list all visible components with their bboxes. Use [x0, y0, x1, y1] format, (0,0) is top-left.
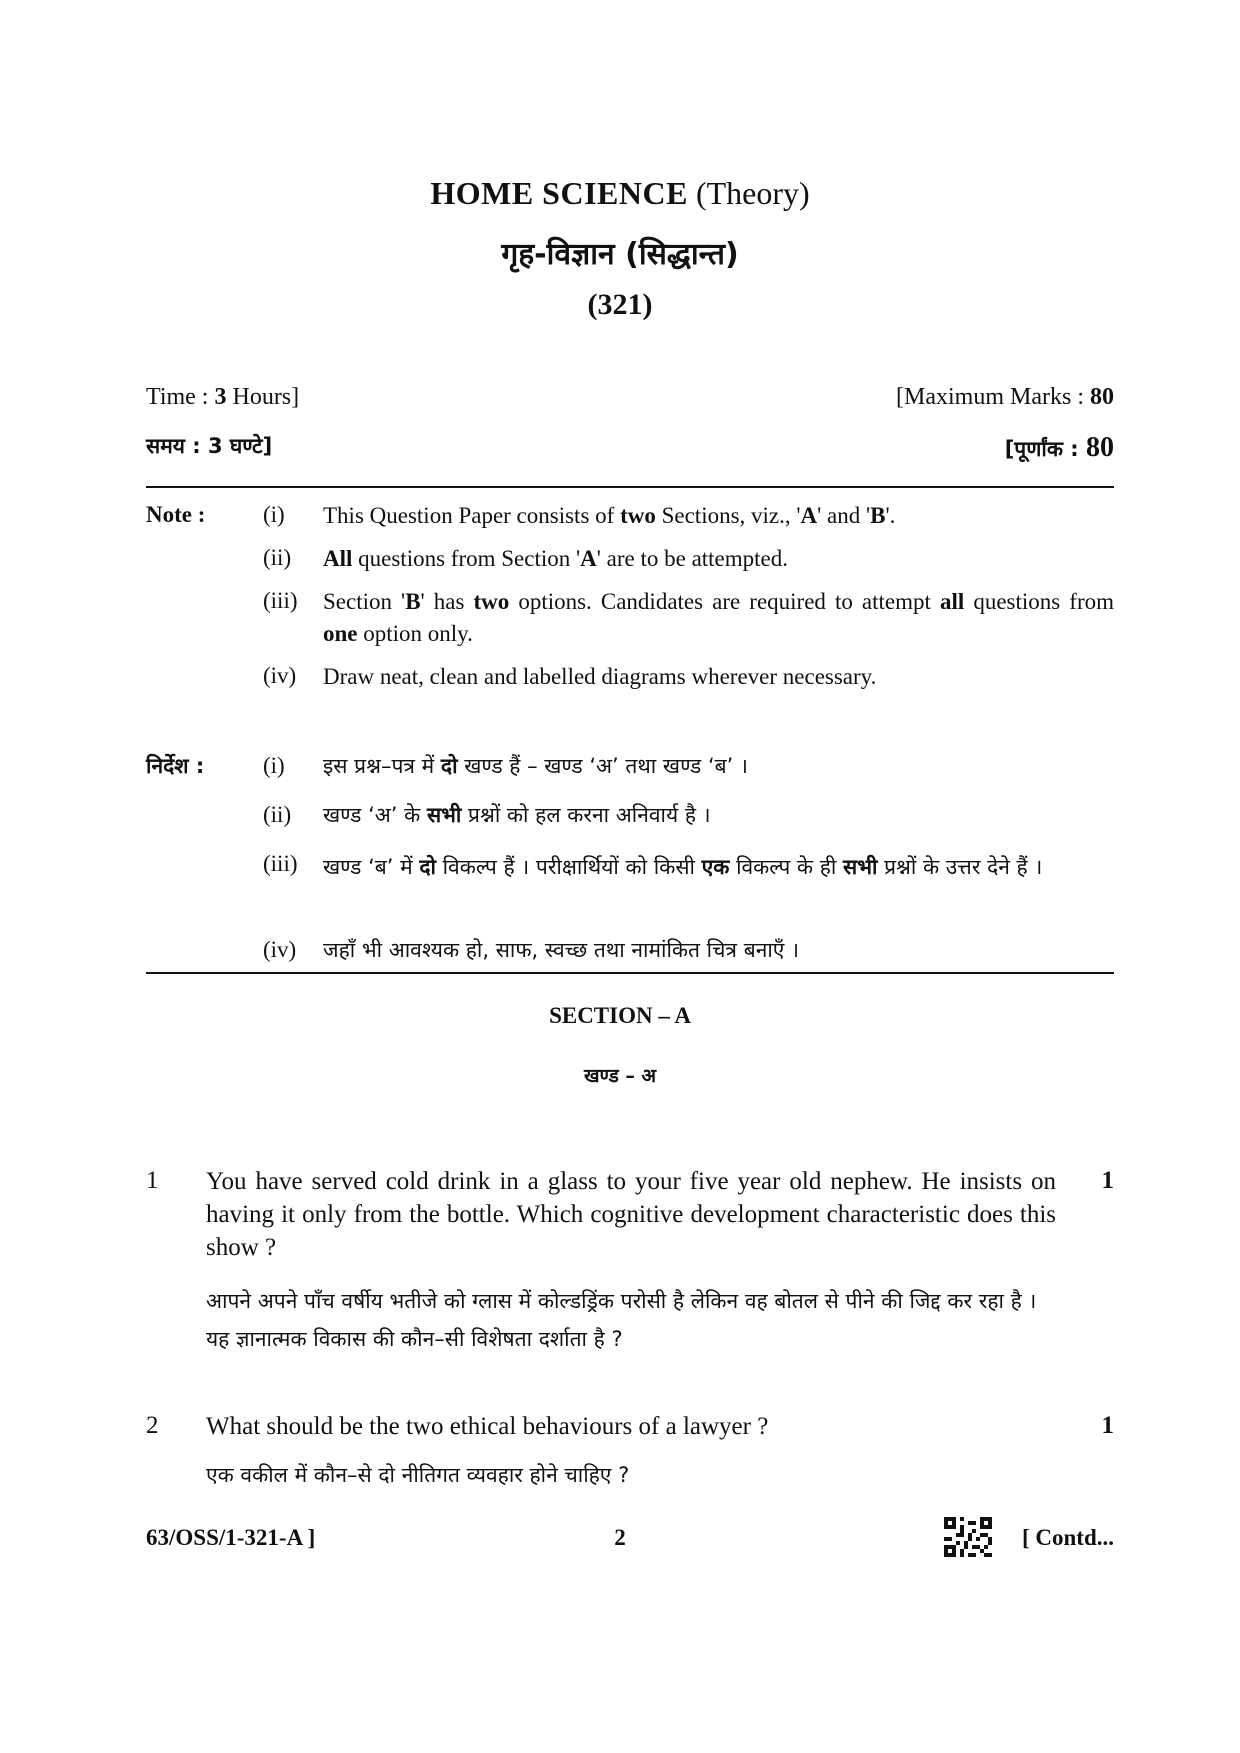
- question-text: You have served cold drink in a glass to your five year old nephew. He insists on having it only from the bottle. Which cognitive development characteristic does this show ?: [206, 1168, 1056, 1261]
- divider-bottom: [146, 972, 1114, 974]
- note-num: (iv): [263, 663, 297, 688]
- time-hi: समय : 3 घण्टे]: [146, 434, 273, 458]
- section-title: SECTION – A: [549, 1003, 691, 1028]
- note-num: (iii): [263, 851, 298, 876]
- note-text: All questions from Section 'A' are to be attempted.: [323, 546, 789, 571]
- footer-paper-code: 63/OSS/1-321-A ]: [146, 1525, 316, 1550]
- note-text-hi: इस प्रश्न–पत्र में दो खण्ड हैं – खण्ड ‘अ’ तथा खण्ड ‘ब’ ।: [323, 754, 748, 778]
- footer-contd: [ Contd...: [1021, 1525, 1114, 1550]
- note-label: Note :: [146, 502, 206, 527]
- section-title-hindi: खण्ड – अ: [584, 1065, 656, 1087]
- question-marks: 1: [1101, 1412, 1114, 1439]
- question-text-hindi: एक वकील में कौन–से दो नीतिगत व्यवहार होने चाहिए ?: [206, 1463, 630, 1487]
- note-num: (iii): [263, 588, 298, 613]
- footer-page-number: 2: [614, 1525, 626, 1550]
- note-text-hi: खण्ड ‘ब’ में दो विकल्प हैं । परीक्षार्थियों को किसी एक विकल्प के ही सभी प्रश्नों के उत्तर देने हैं ।: [323, 855, 1043, 879]
- paper-title-hindi: गृह-विज्ञान (सिद्धान्त): [501, 237, 739, 272]
- question-marks: 1: [1101, 1167, 1114, 1194]
- divider-top: [146, 486, 1114, 488]
- note-num: (i): [263, 502, 285, 527]
- question-number: 1: [146, 1167, 159, 1194]
- time-marks-row-hi: [146, 432, 1114, 468]
- note-text-hi: जहाँ भी आवश्यक हो, साफ, स्वच्छ तथा नामांकित चित्र बनाएँ ।: [323, 938, 800, 962]
- qr-code-icon: [944, 1517, 992, 1557]
- time-en: Time : 3 Hours]: [146, 384, 300, 410]
- note-num: (i): [263, 753, 285, 778]
- note-label-hi: निर्देश :: [146, 754, 205, 778]
- note-num: (ii): [263, 802, 292, 827]
- note-num: (ii): [263, 545, 292, 570]
- question-text: What should be the two ethical behaviours of a lawyer ?: [206, 1413, 769, 1440]
- note-text: Draw neat, clean and labelled diagrams wherever necessary.: [323, 664, 877, 689]
- marks-hi: [पूर्णांक : 80: [1004, 432, 1114, 463]
- paper-title-subject: HOME SCIENCE: [430, 175, 688, 211]
- note-num: (iv): [263, 937, 297, 962]
- note-text-hi: खण्ड ‘अ’ के सभी प्रश्नों को हल करना अनिवार्य है ।: [323, 803, 711, 827]
- paper-title: [0, 175, 1240, 212]
- note-text: Section 'B' has two options. Candidates are required to attempt all questions from one option only.: [323, 589, 1114, 646]
- question-number: 2: [146, 1412, 159, 1439]
- question-text-hindi: आपने अपने पाँच वर्षीय भतीजे को ग्लास में कोल्डड्रिंक परोसी है लेकिन वह बोतल से पीने की जिद्द कर रहा है । यह ज्ञानात्मक विकास की कौन–सी विशेषता दर्शाता है ?: [206, 1289, 1037, 1351]
- paper-title-type: (Theory): [695, 175, 810, 211]
- paper-code: (321): [587, 288, 653, 321]
- marks-en: [Maximum Marks : 80: [896, 384, 1114, 410]
- time-marks-row-en: [146, 384, 1114, 414]
- note-text: This Question Paper consists of two Sections, viz., 'A' and 'B'.: [323, 503, 896, 528]
